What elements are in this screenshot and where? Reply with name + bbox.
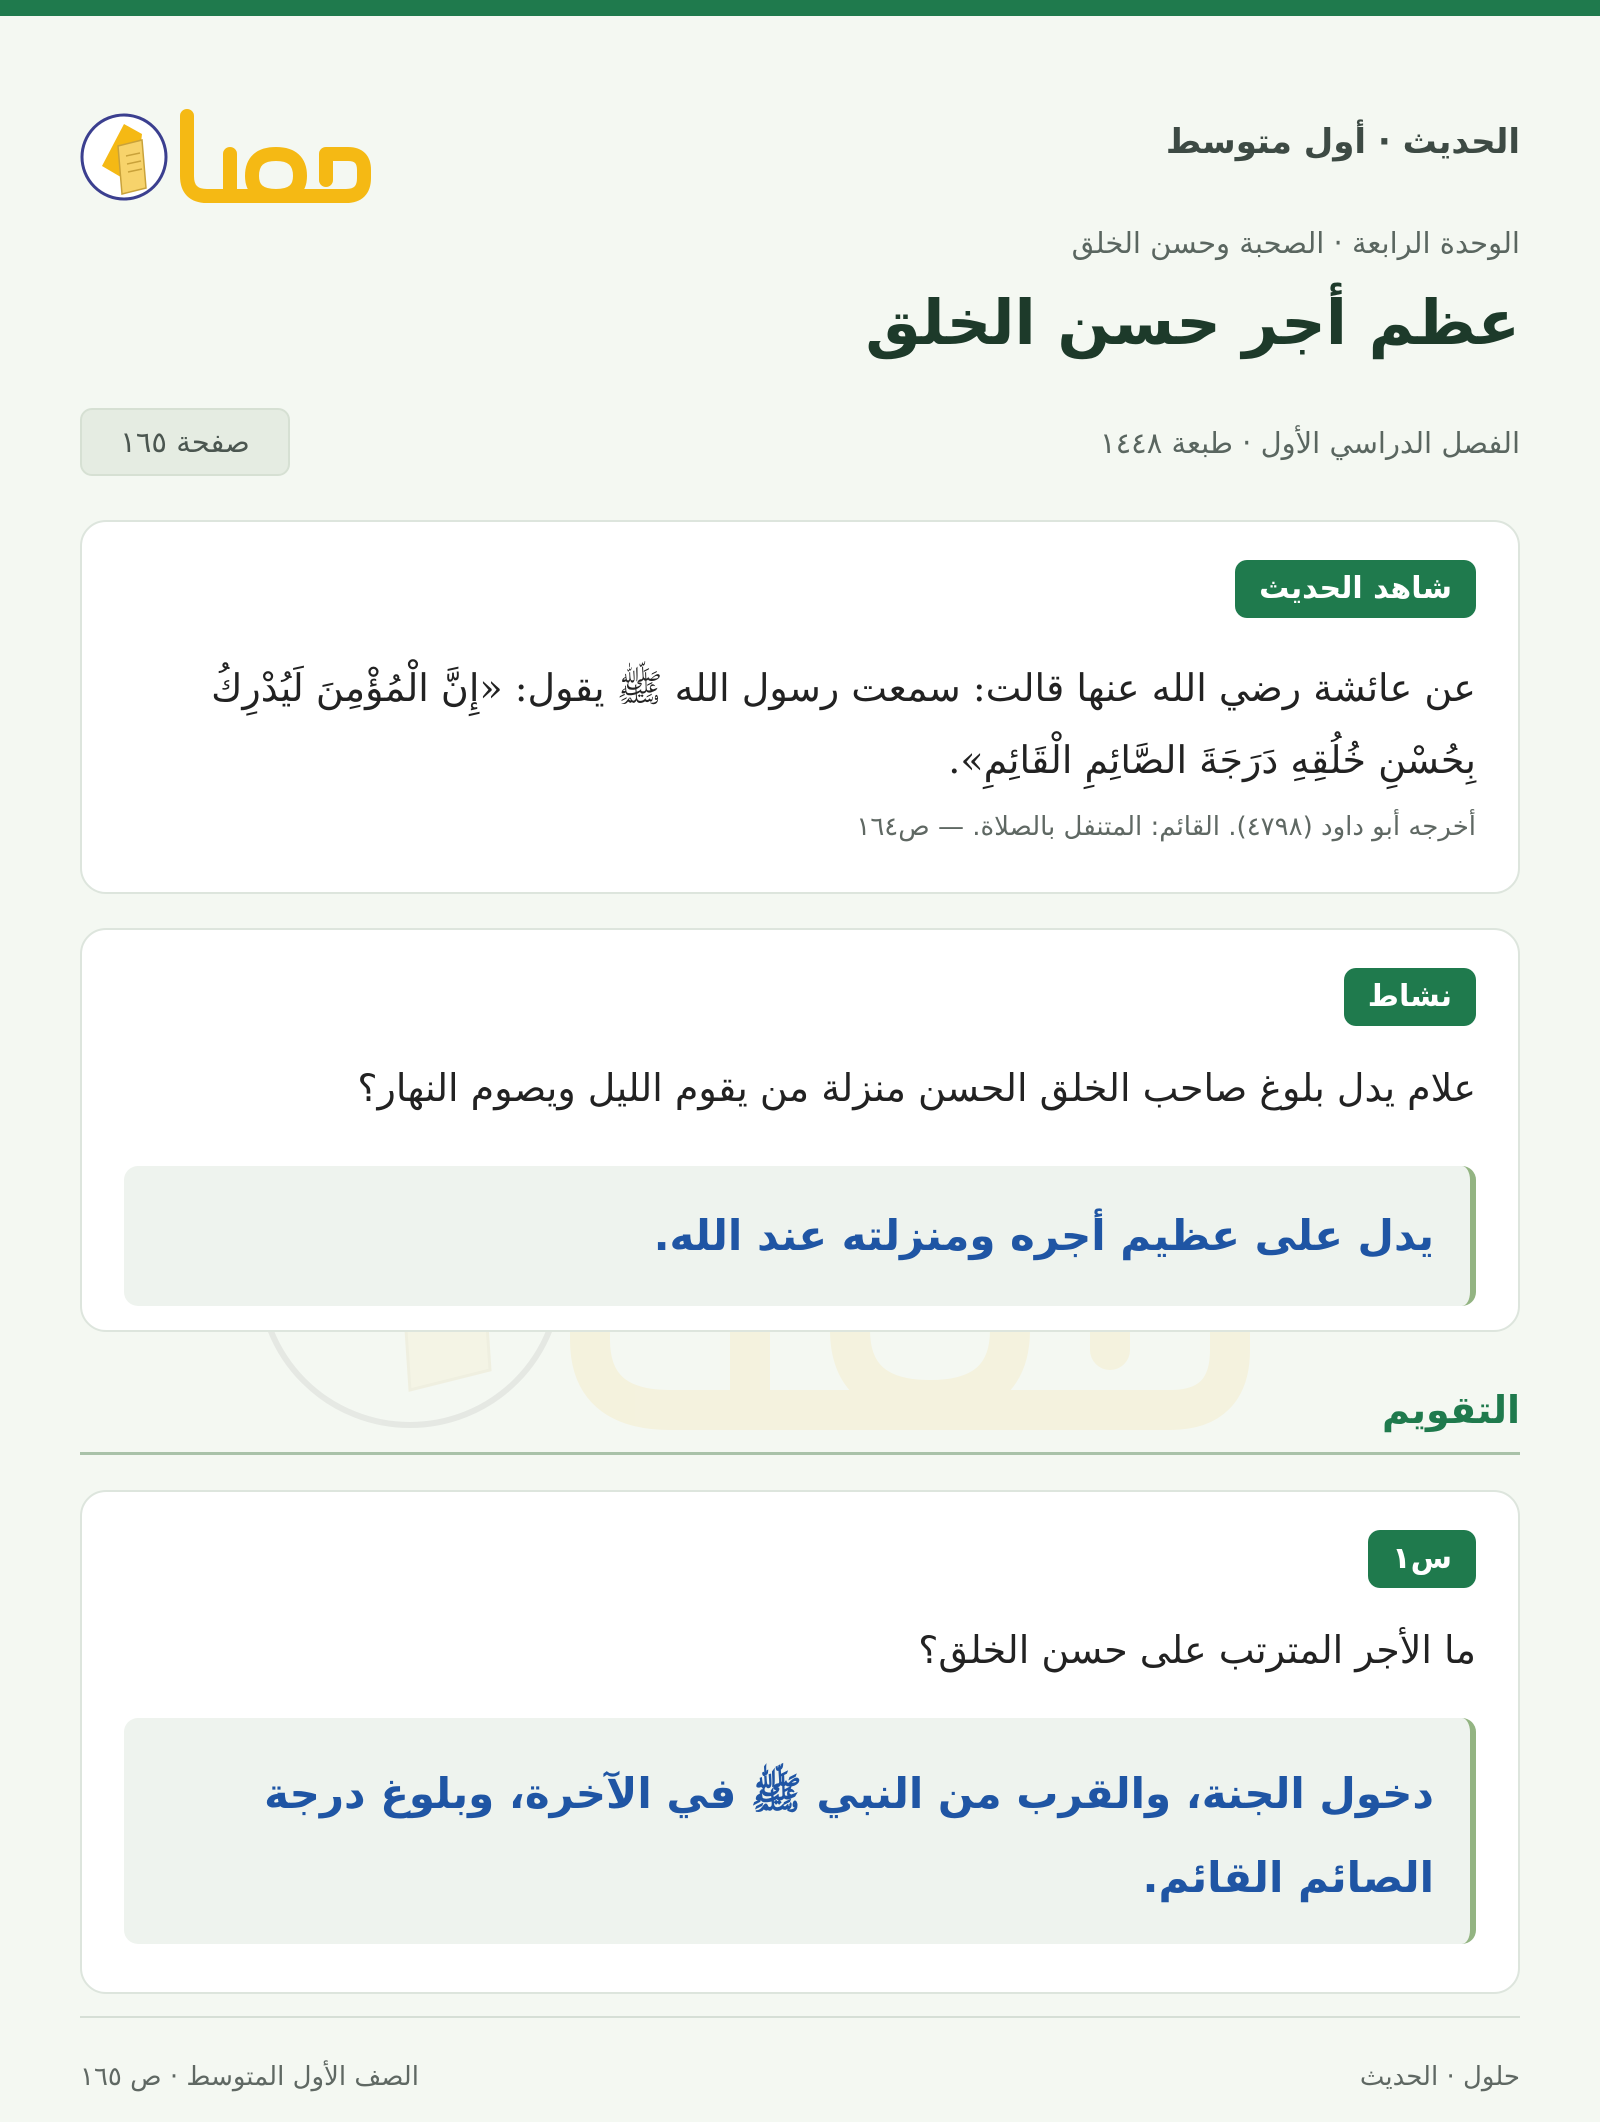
footer-brand-subject: حلول · الحديث [1359,2062,1520,2092]
meta-row [80,408,1520,480]
section-divider [80,1452,1520,1455]
term-edition: الفصل الدراسي الأول · طبعة ١٤٤٨ [1100,426,1520,460]
activity-answer: يدل على عظيم أجره ومنزلته عند الله. [653,1211,1434,1260]
assessment-section-title: التقويم [1381,1388,1520,1432]
activity-answer-box [124,1166,1476,1306]
subject-label: الحديث · أول متوسط [1165,122,1520,162]
page-content [77,16,1520,2122]
top-accent-bar [0,0,1600,16]
footer-divider [80,2016,1520,2018]
activity-question: علام يدل بلوغ صاحب الخلق الحسن منزلة من يقوم الليل ويصوم النهار؟ [357,1066,1476,1110]
lesson-title: عظم أجر حسن الخلق [865,286,1520,359]
hadith-evidence-card [80,520,1520,894]
question-answer-box [124,1718,1476,1944]
evidence-tag: شاهد الحديث [1235,560,1476,618]
activity-tag: نشاط [1344,968,1476,1026]
question-card [80,1490,1520,1994]
footer-grade-page: الصف الأول المتوسط · ص ١٦٥ [80,2062,419,2092]
page-number-badge: صفحة ١٦٥ [80,408,290,476]
question-text: ما الأجر المترتب على حسن الخلق؟ [918,1628,1476,1672]
question-number-tag: س١ [1368,1530,1476,1588]
question-answer: دخول الجنة، والقرب من النبي ﷺ في الآخرة، وبلوغ درجة الصائم القائم. [264,1769,1434,1902]
unit-breadcrumb: الوحدة الرابعة · الصحبة وحسن الخلق [1071,226,1520,260]
page-header [77,102,1520,192]
hadith-text: عن عائشة رضي الله عنها قالت: سمعت رسول الله ﷺ يقول: «إِنَّ الْمُؤْمِنَ لَيُدْرِكُ بِحُسْنِ خُلُقِهِ دَرَجَةَ الصَّائِمِ الْقَائِمِ». [211,666,1476,782]
hulul-logo[interactable] [77,102,380,212]
hadith-reference: أخرجه أبو داود (٤٧٩٨). القائم: المتنفل بالصلاة. — ص١٦٤ [856,812,1476,842]
logo-text: حلول [77,102,80,103]
activity-card [80,928,1520,1332]
